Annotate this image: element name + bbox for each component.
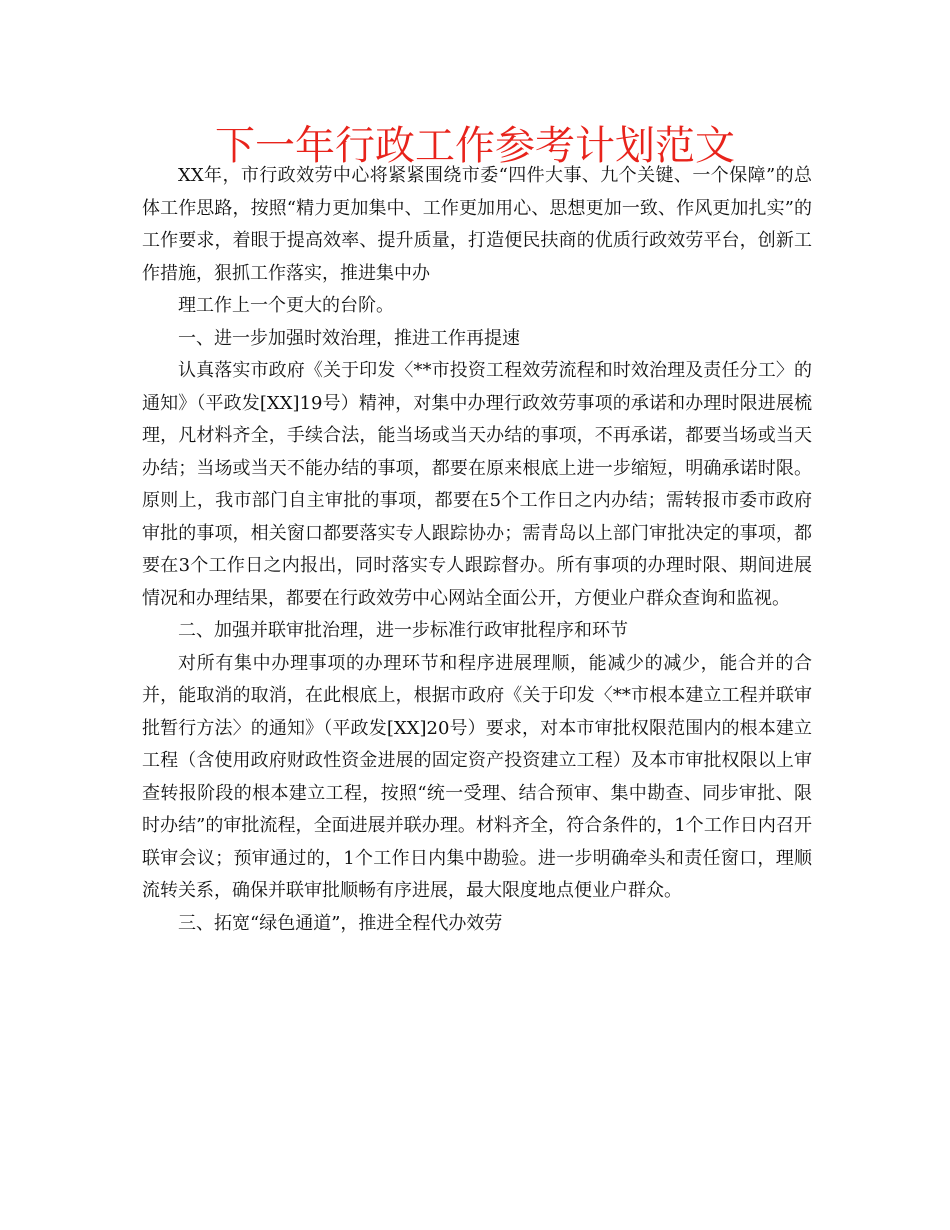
document-title: 下一年行政工作参考计划范文 [215, 123, 735, 169]
section-heading-3: 三、拓宽“绿色通道”，推进全程代办效劳 [178, 912, 503, 934]
section-1-paragraph: 认真落实市政府《关于印发〈**市投资工程效劳流程和时效治理及责任分工〉的通知》（平政发[XX]19号）精神，对集中办理行政效劳事项的承诺和办理时限进展梳理，凡材料齐全，手续合法，能当场或当天办结的事项，不再承诺，都要当场或当天办结；当场或当天不能办结的事项，都要在原来根底上进一步缩短，明确承诺时限。原则上，我市部门自主审批的事项，都要在5个工作日之内办结；需转报市委市政府审批的事项，相关窗口都要落实专人跟踪协办；需青岛以上部门审批决定的事项，都要在3个工作日之内报出，同时落实专人跟踪督办。所有事项的办理时限、期间进展情况和办理结果，都要在行政效劳中心网站全面公开，方便业户群众查询和监视。 [142, 360, 812, 609]
section-2-paragraph: 对所有集中办理事项的办理环节和程序进展理顺，能减少的减少，能合并的合并，能取消的取消，在此根底上，根据市政府《关于印发〈**市根本建立工程并联审批暂行方法〉的通知》（平政发[XX]20号）要求，对本市审批权限范围内的根本建立工程（含使用政府财政性资金进展的固定资产投资建立工程）及本市审批权限以上审查转报阶段的根本建立工程，按照“统一受理、结合预审、集中勘查、同步审批、限时办结”的审批流程，全面进展并联办理。材料齐全，符合条件的，1个工作日内召开联审会议；预审通过的，1个工作日内集中勘验。进一步明确牵头和责任窗口，理顺流转关系，确保并联审批顺畅有序进展，最大限度地点便业户群众。 [142, 652, 812, 901]
intro-paragraph: XX年，市行政效劳中心将紧紧围绕市委“四件大事、九个关键、一个保障”的总体工作思路，按照“精力更加集中、工作更加用心、思想更加一致、作风更加扎实”的工作要求，着眼于提高效率、提升质量，打造便民扶商的优质行政效劳平台，创新工作措施，狠抓工作落实，推进集中办 [142, 165, 812, 284]
document-body [142, 160, 812, 940]
section-heading-1: 一、进一步加强时效治理，推进工作再提速 [178, 327, 520, 349]
intro-continuation-paragraph: 理工作上一个更大的台阶。 [178, 295, 394, 316]
section-heading-2: 二、加强并联审批治理，进一步标准行政审批程序和环节 [178, 620, 628, 641]
